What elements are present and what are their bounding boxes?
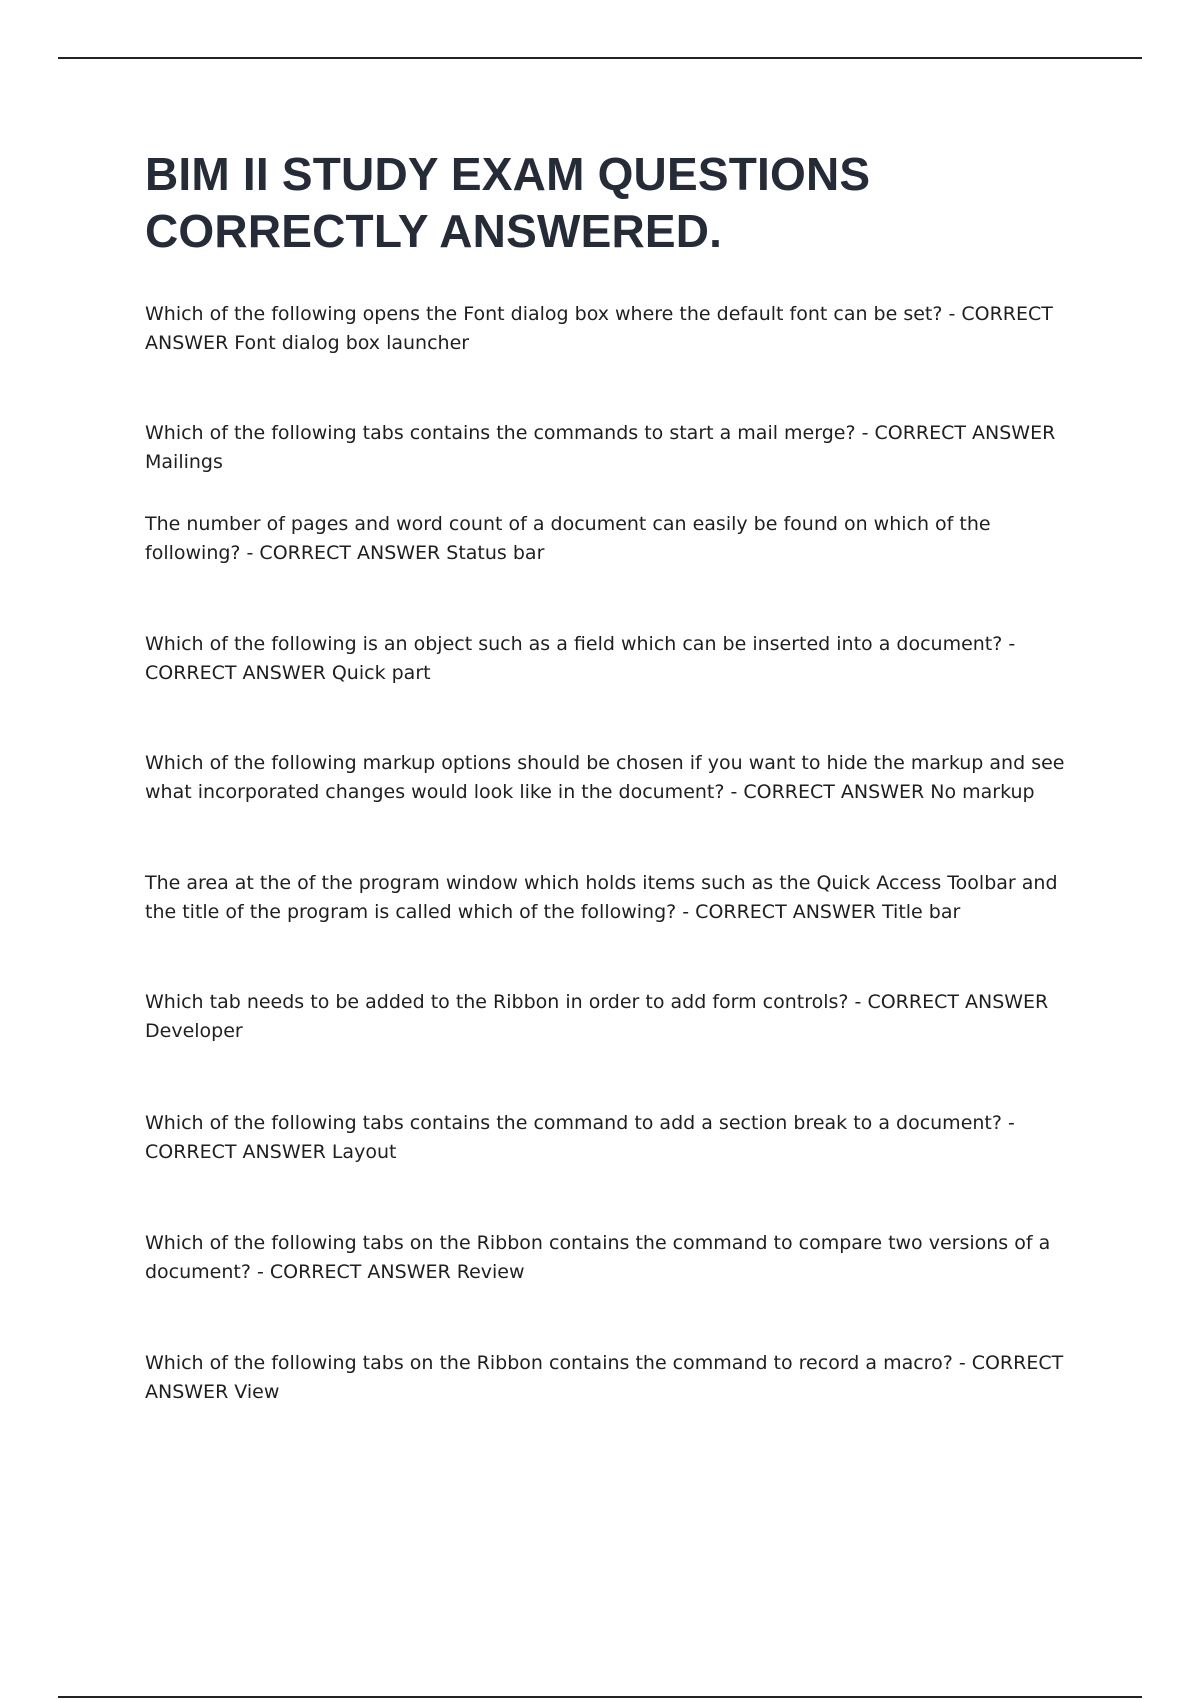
qa-item: The area at the of the program window which holds items such as the Quick Access Toolbar and the title of the program is called which of the following? - CORRECT ANSWER Title bar (145, 872, 1058, 923)
qa-item: The number of pages and word count of a document can easily be found on which of the following? - CORRECT ANSWER Status bar (145, 513, 991, 564)
qa-item: Which of the following opens the Font dialog box where the default font can be set? - CORRECT ANSWER Font dialog box launcher (145, 303, 1053, 354)
qa-item: Which of the following markup options should be chosen if you want to hide the markup and see what incorporated changes would look like in the document? - CORRECT ANSWER No markup (145, 752, 1065, 803)
bottom-divider (58, 1696, 1142, 1698)
qa-item: Which of the following tabs contains the commands to start a mail merge? - CORRECT ANSWER Mailings (145, 422, 1056, 473)
qa-item: Which of the following is an object such as a field which can be inserted into a document? - CORRECT ANSWER Quick part (145, 633, 1016, 684)
qa-item: Which of the following tabs on the Ribbon contains the command to record a macro? - CORRECT ANSWER View (145, 1352, 1064, 1403)
qa-item: Which of the following tabs on the Ribbon contains the command to compare two versions of a document? - CORRECT ANSWER Review (145, 1232, 1051, 1283)
qa-item: Which of the following tabs contains the command to add a section break to a document? - CORRECT ANSWER Layout (145, 1112, 1015, 1163)
document-title: BIM II STUDY EXAM QUESTIONS CORRECTLY ANSWERED. (145, 148, 871, 257)
qa-item: Which tab needs to be added to the Ribbon in order to add form controls? - CORRECT ANSWER Developer (145, 991, 1049, 1042)
top-divider (58, 57, 1142, 59)
